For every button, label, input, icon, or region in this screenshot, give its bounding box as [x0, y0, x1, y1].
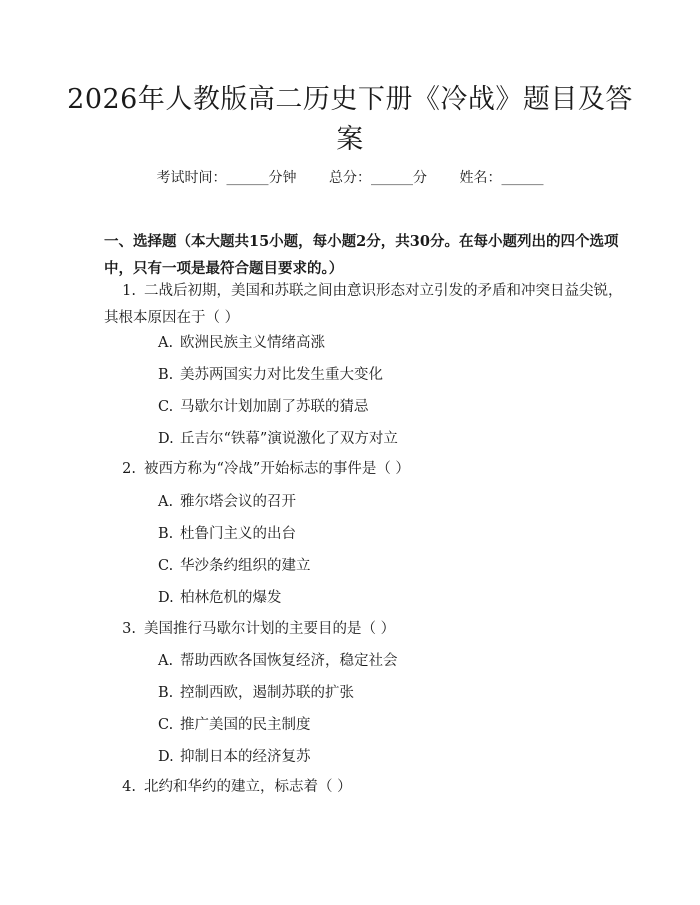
option-letter: C. — [158, 558, 174, 574]
option-letter: B. — [158, 526, 174, 542]
document-title: 2026年人教版高二历史下册《冷战》题目及答案 — [67, 84, 633, 155]
exam-info-line — [0, 168, 700, 188]
question-2 — [104, 456, 624, 483]
question-text: 被西方称为“冷战”开始标志的事件是（ ） — [144, 461, 410, 477]
question-number: 1. — [122, 283, 136, 299]
option-text: 柏林危机的爆发 — [180, 590, 282, 606]
question-2-option-d — [158, 588, 618, 608]
exam-time-field: 考试时间：______分钟 — [156, 170, 297, 186]
question-text: 二战后初期，美国和苏联之间由意识形态对立引发的矛盾和冲突日益尖锐，其根本原因在于（ ） — [104, 283, 623, 326]
option-text: 马歇尔计划加剧了苏联的猜忌 — [180, 399, 369, 415]
question-text: 美国推行马歇尔计划的主要目的是（ ） — [144, 621, 396, 637]
option-text: 杜鲁门主义的出台 — [180, 526, 296, 542]
question-3-option-d — [158, 747, 618, 767]
question-text: 北约和华约的建立，标志着（ ） — [144, 779, 352, 795]
question-number: 3. — [122, 621, 136, 637]
question-4 — [104, 774, 624, 801]
question-number: 2. — [122, 461, 136, 477]
option-text: 抑制日本的经济复苏 — [180, 749, 311, 765]
question-1-option-c — [158, 397, 618, 417]
option-text: 丘吉尔“铁幕”演说激化了双方对立 — [180, 431, 398, 447]
question-1 — [104, 278, 624, 332]
option-text: 欧洲民族主义情绪高涨 — [180, 335, 325, 351]
option-letter: A. — [158, 494, 174, 510]
question-1-option-b — [158, 365, 618, 385]
question-2-option-c — [158, 556, 618, 576]
option-letter: C. — [158, 399, 174, 415]
question-2-option-b — [158, 524, 618, 544]
question-3-option-c — [158, 715, 618, 735]
option-letter: B. — [158, 685, 174, 701]
option-text: 雅尔塔会议的召开 — [180, 494, 296, 510]
option-letter: A. — [158, 335, 174, 351]
option-letter: A. — [158, 653, 174, 669]
option-text: 美苏两国实力对比发生重大变化 — [180, 367, 383, 383]
option-text: 华沙条约组织的建立 — [180, 558, 311, 574]
option-text: 推广美国的民主制度 — [180, 717, 311, 733]
question-3-option-b — [158, 683, 618, 703]
question-2-option-a — [158, 492, 618, 512]
question-1-option-a — [158, 333, 618, 353]
section-heading: 一、选择题（本大题共15小题，每小题2分，共30分。在每小题列出的四个选项中，只有一项是最符合题目要求的。） — [104, 233, 619, 277]
option-text: 控制西欧，遏制苏联的扩张 — [180, 685, 354, 701]
option-letter: D. — [158, 749, 174, 765]
option-letter: B. — [158, 367, 174, 383]
option-letter: C. — [158, 717, 174, 733]
student-name-field: 姓名：______ — [459, 170, 544, 186]
question-1-option-d — [158, 429, 618, 449]
option-text: 帮助西欧各国恢复经济，稳定社会 — [180, 653, 398, 669]
total-score-field: 总分：______分 — [329, 170, 427, 186]
question-3 — [104, 616, 624, 643]
question-3-option-a — [158, 651, 618, 671]
option-letter: D. — [158, 590, 174, 606]
question-number: 4. — [122, 779, 136, 795]
option-letter: D. — [158, 431, 174, 447]
